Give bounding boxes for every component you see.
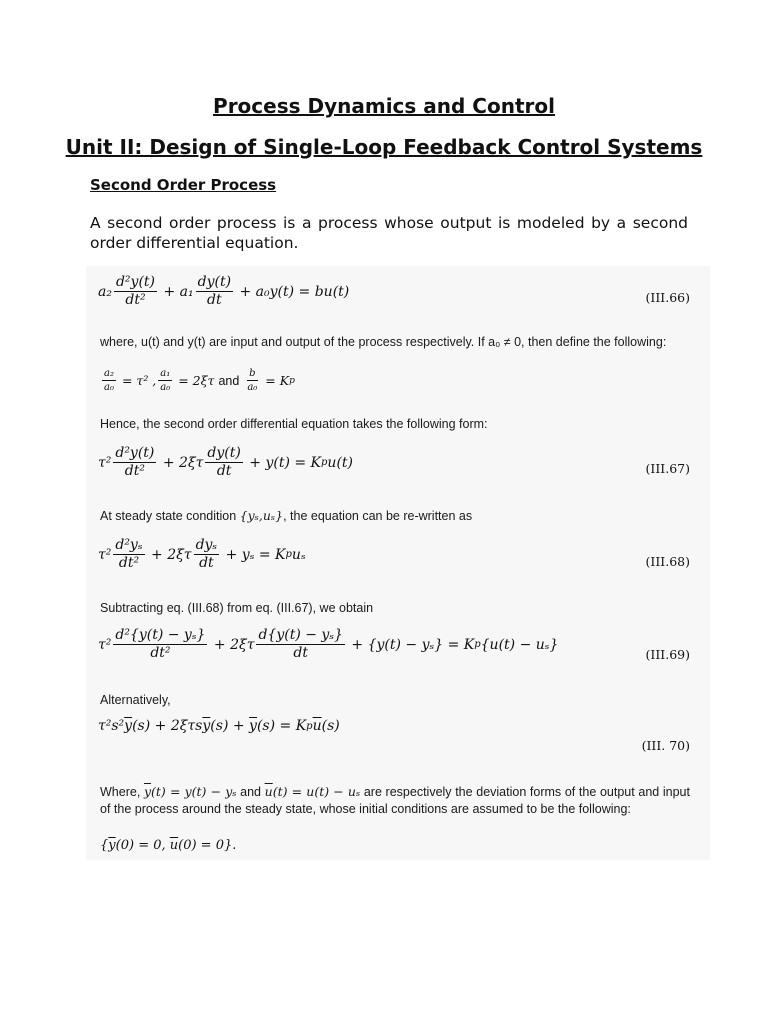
- steady-state-text: At steady state condition {yₛ,uₛ}, the equation can be re-written as: [100, 508, 473, 523]
- equation-number-iii-70: (III. 70): [641, 738, 690, 753]
- equation-iii-66: a₂ $\frac{\text{d²y(t)}}{\text{dt²}}$ + a₁ $\frac{dy(t)}{dt}$ + a₀y(t) = bu(t): [98, 274, 350, 308]
- alternatively-text: Alternatively,: [100, 693, 171, 707]
- intro-paragraph: A second order process is a process whose output is modeled by a second order differential equation.: [90, 214, 688, 252]
- equation-iii-70: τ²s² $\overline{y}$ (s) + 2ξτs $\overline{y}$ (s) + $\overline{y}$ (s) = K p $\overline{u}$ (s): [98, 718, 340, 734]
- page-title: Process Dynamics and Control: [213, 94, 555, 118]
- equation-number-iii-69: (III.69): [645, 647, 690, 662]
- equation-iii-67: τ² $\frac{\text{d²y(t)}}{\text{dt²}}$ + 2ξτ $\frac{dy(t)}{dt}$ + y(t) = K p u(t): [98, 445, 353, 479]
- initial-conditions: { $\overline{y}$ (0) = 0, $\overline{u}$ (0) = 0}.: [100, 838, 237, 853]
- equation-iii-68: τ² $\frac{\text{d²yₛ}}{\text{dt²}}$ + 2ξτ $\frac{\text{dyₛ}}{dt}$ + yₛ = K p uₛ: [98, 537, 306, 571]
- deviation-definition-text: Where, $\overline{y}(t) = y(t) - y_s$ and $\overline{u}(t) = u(t) - u_s$ are respectively the deviation forms of the output and input of the process around the steady state, whose initial conditions are assumed to be the following:: [100, 784, 690, 816]
- equation-number-iii-66: (III.66): [645, 290, 690, 305]
- hence-text: Hence, the second order differential equation takes the following form:: [100, 417, 488, 431]
- equation-number-iii-67: (III.67): [645, 461, 690, 476]
- parameter-definitions: $\frac{\text{a₂}}{\text{a₀}}$ = τ² , $\frac{\text{a₁}}{\text{a₀}}$ = 2ξτ and $\frac{b}{\text{a₀}}$ = K p: [104, 368, 295, 393]
- section-heading: Second Order Process: [90, 176, 277, 194]
- where-definition-text: where, u(t) and y(t) are input and output of the process respectively. If a₀ ≠ 0, then define the following:: [100, 335, 667, 349]
- subtracting-text: Subtracting eq. (III.68) from eq. (III.67), we obtain: [100, 601, 374, 615]
- equation-iii-69: τ² $\frac{\text{d²\{y(t) − yₛ\}}}{\text{dt²}}$ + 2ξτ $\frac{\text{d\{y(t) − yₛ\}}}{dt}$ + {y(t) − yₛ} = K p {u(t) − uₛ}: [98, 627, 559, 661]
- equation-number-iii-68: (III.68): [645, 554, 690, 569]
- unit-heading: Unit II: Design of Single-Loop Feedback Control Systems: [65, 135, 703, 159]
